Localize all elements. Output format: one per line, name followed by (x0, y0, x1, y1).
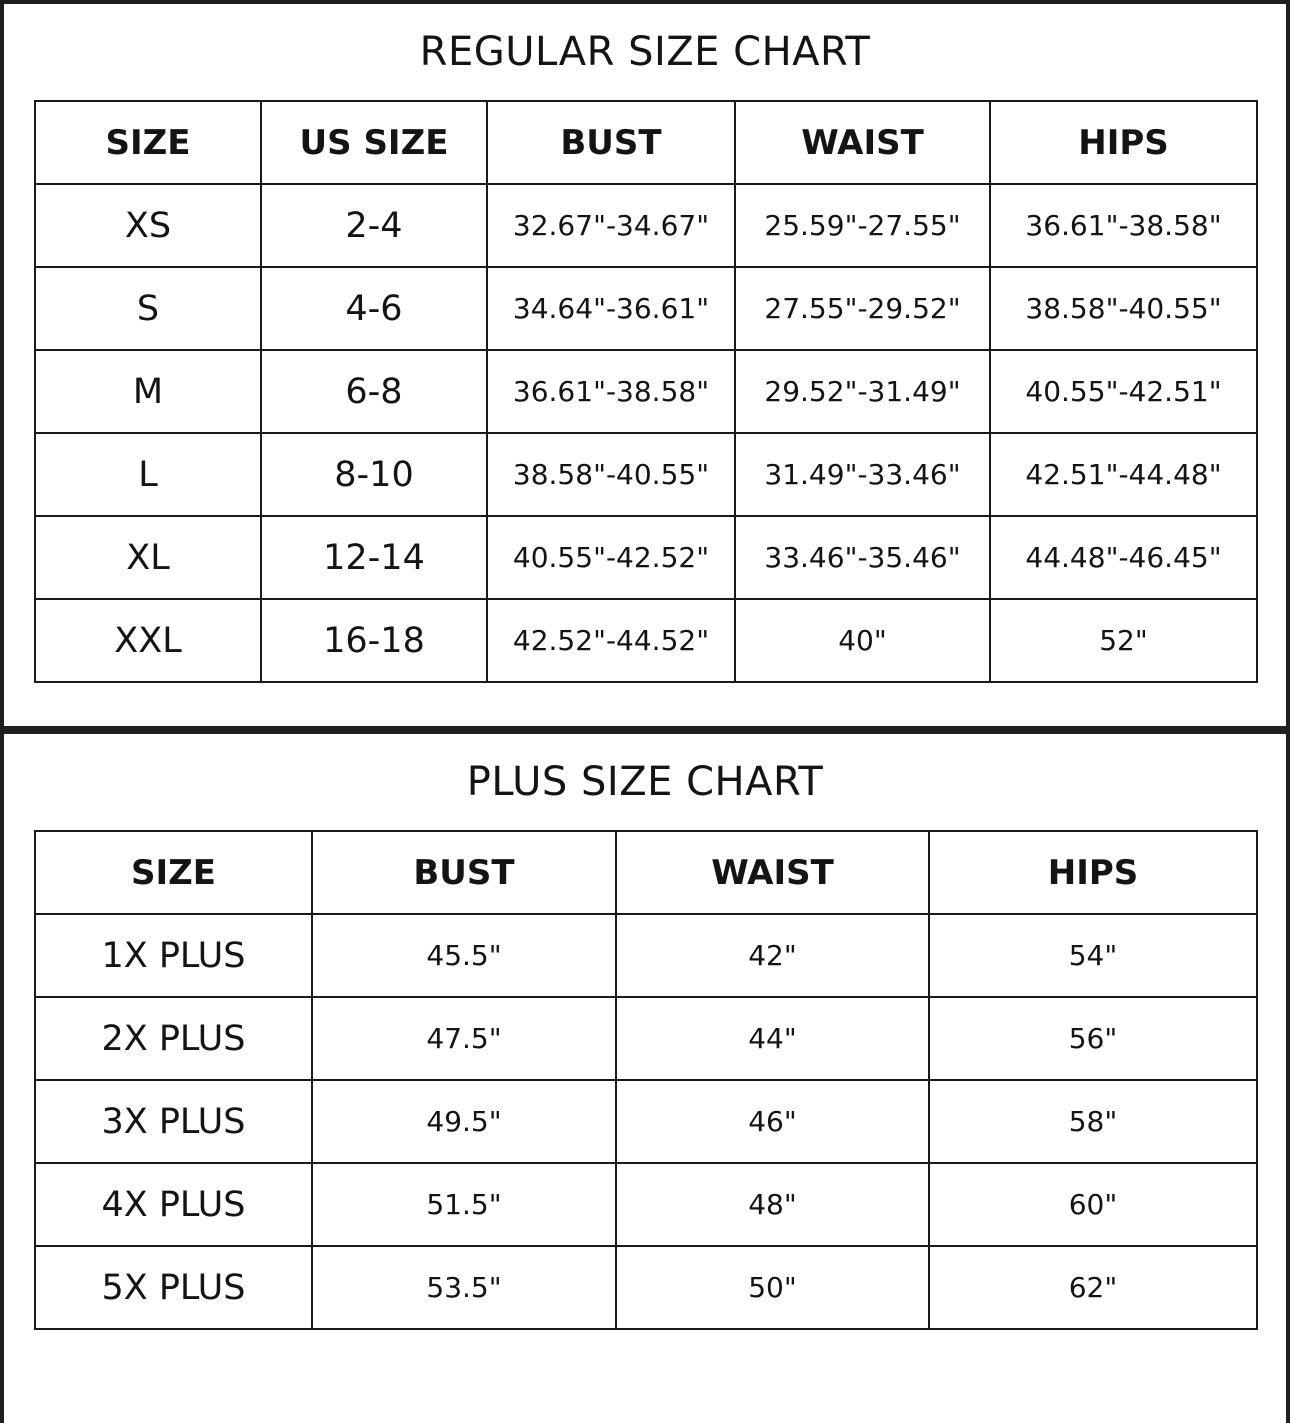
us-size-cell: 6-8 (261, 350, 487, 433)
hips-cell: 44.48"-46.45" (990, 516, 1257, 599)
size-cell: 3X PLUS (35, 1080, 312, 1163)
us-size-cell: 12-14 (261, 516, 487, 599)
hips-cell: 52" (990, 599, 1257, 682)
waist-cell: 46" (616, 1080, 929, 1163)
header-waist: WAIST (616, 831, 929, 914)
header-waist: WAIST (735, 101, 990, 184)
bust-cell: 34.64"-36.61" (487, 267, 735, 350)
table-row (35, 599, 1257, 682)
waist-cell: 50" (616, 1246, 929, 1329)
table-row (35, 1080, 1257, 1163)
table-row (35, 516, 1257, 599)
size-cell: S (35, 267, 261, 350)
hips-cell: 56" (929, 997, 1257, 1080)
waist-cell: 25.59"-27.55" (735, 184, 990, 267)
hips-cell: 54" (929, 914, 1257, 997)
table-header-row (35, 101, 1257, 184)
header-bust: BUST (312, 831, 616, 914)
hips-cell: 40.55"-42.51" (990, 350, 1257, 433)
plus-chart-title: PLUS SIZE CHART (466, 759, 824, 805)
header-us-size: US SIZE (261, 101, 487, 184)
waist-cell: 33.46"-35.46" (735, 516, 990, 599)
waist-cell: 44" (616, 997, 929, 1080)
table-row (35, 1163, 1257, 1246)
size-cell: M (35, 350, 261, 433)
bust-cell: 53.5" (312, 1246, 616, 1329)
size-cell: XL (35, 516, 261, 599)
waist-cell: 40" (735, 599, 990, 682)
size-cell: 1X PLUS (35, 914, 312, 997)
header-size: SIZE (35, 101, 261, 184)
header-size: SIZE (35, 831, 312, 914)
regular-chart-title: REGULAR SIZE CHART (419, 29, 871, 75)
hips-cell: 58" (929, 1080, 1257, 1163)
bust-cell: 45.5" (312, 914, 616, 997)
bust-cell: 42.52"-44.52" (487, 599, 735, 682)
waist-cell: 27.55"-29.52" (735, 267, 990, 350)
us-size-cell: 8-10 (261, 433, 487, 516)
waist-cell: 48" (616, 1163, 929, 1246)
bust-cell: 51.5" (312, 1163, 616, 1246)
plus-size-table (34, 830, 1258, 1330)
hips-cell: 38.58"-40.55" (990, 267, 1257, 350)
us-size-cell: 2-4 (261, 184, 487, 267)
size-cell: 4X PLUS (35, 1163, 312, 1246)
bust-cell: 40.55"-42.52" (487, 516, 735, 599)
header-hips: HIPS (929, 831, 1257, 914)
table-row (35, 997, 1257, 1080)
header-bust: BUST (487, 101, 735, 184)
size-cell: 5X PLUS (35, 1246, 312, 1329)
us-size-cell: 4-6 (261, 267, 487, 350)
hips-cell: 62" (929, 1246, 1257, 1329)
table-row (35, 914, 1257, 997)
hips-cell: 36.61"-38.58" (990, 184, 1257, 267)
waist-cell: 29.52"-31.49" (735, 350, 990, 433)
size-cell: XS (35, 184, 261, 267)
size-cell: L (35, 433, 261, 516)
table-header-row (35, 831, 1257, 914)
table-row (35, 267, 1257, 350)
bust-cell: 36.61"-38.58" (487, 350, 735, 433)
panel-divider (0, 726, 1290, 733)
table-row (35, 350, 1257, 433)
bust-cell: 47.5" (312, 997, 616, 1080)
bust-cell: 49.5" (312, 1080, 616, 1163)
bust-cell: 38.58"-40.55" (487, 433, 735, 516)
waist-cell: 42" (616, 914, 929, 997)
regular-size-table (34, 100, 1258, 683)
table-row (35, 1246, 1257, 1329)
table-row (35, 184, 1257, 267)
size-cell: 2X PLUS (35, 997, 312, 1080)
table-row (35, 433, 1257, 516)
header-hips: HIPS (990, 101, 1257, 184)
hips-cell: 42.51"-44.48" (990, 433, 1257, 516)
size-cell: XXL (35, 599, 261, 682)
us-size-cell: 16-18 (261, 599, 487, 682)
waist-cell: 31.49"-33.46" (735, 433, 990, 516)
bust-cell: 32.67"-34.67" (487, 184, 735, 267)
hips-cell: 60" (929, 1163, 1257, 1246)
